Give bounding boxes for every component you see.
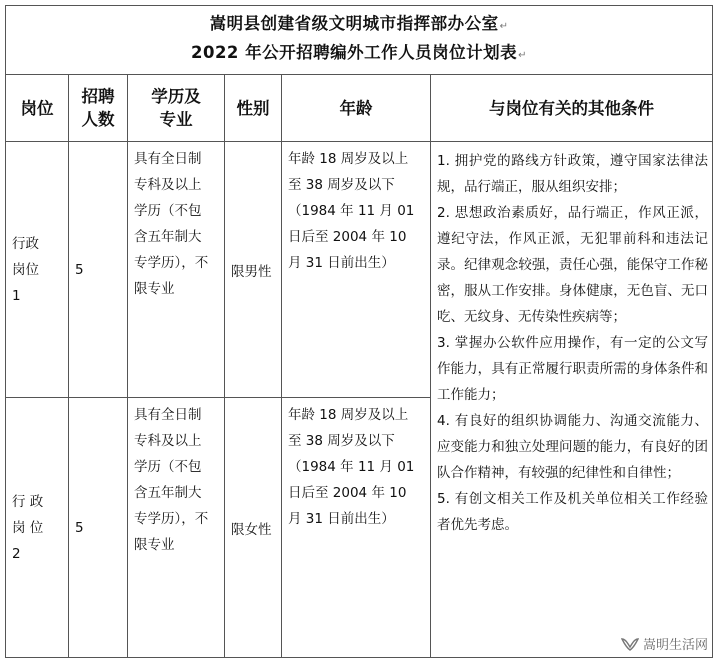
watermark-text: 嵩明生活网 — [642, 638, 708, 653]
education-cell: 具有全日制 专科及以上 学历（不包 含五年制大 专学历），不 限专业 — [128, 142, 225, 398]
education-cell: 具有全日制 专科及以上 学历（不包 含五年制大 专学历），不 限专业 — [128, 398, 225, 658]
return-mark: ↵ — [499, 21, 509, 32]
gender-cell: 限女性 — [225, 398, 282, 658]
count-cell: 5 — [69, 398, 128, 658]
position-plan-table — [5, 5, 713, 658]
conditions-cell — [431, 142, 713, 658]
position-cell: 行 政 岗 位 2 — [6, 398, 69, 658]
condition-item: 3. 掌握办公软件应用操作，有一定的公文写作能力，具有正常履行职责所需的身体条件和工作能力； — [437, 335, 709, 403]
position-cell: 行政 岗位 1 — [6, 142, 69, 398]
condition-item: 5. 有创文相关工作及机关单位相关工作经验者优先考虑。 — [437, 491, 709, 533]
header-education: 学历及 专业 — [128, 75, 225, 142]
return-mark: ↵ — [518, 50, 528, 61]
condition-item: 2. 思想政治素质好，品行端正，作风正派，遵纪守法，作风正派，无犯罪前科和违法记录。纪律观念较强，责任心强，能保守工作秘密，服从工作安排。身体健康，无色盲、无口吃、无纹身、无传染性疾病等； — [437, 205, 709, 325]
age-cell: 年龄 18 周岁及以上 至 38 周岁及以下 （1984 年 11 月 01 日后至 2004 年 10 月 31 日前出生） — [282, 398, 431, 658]
gender-cell: 限男性 — [225, 142, 282, 398]
table-title — [6, 6, 713, 75]
table-row — [6, 142, 713, 398]
wechat-channel-icon — [621, 636, 639, 652]
condition-item: 1. 拥护党的路线方针政策，遵守国家法律法规，品行端正，服从组织安排； — [437, 153, 709, 195]
header-gender: 性别 — [225, 75, 282, 142]
title-line-2: 2022 年公开招聘编外工作人员岗位计划表↵ — [190, 43, 528, 62]
document — [5, 5, 712, 657]
title-line-1: 嵩明县创建省级文明城市指挥部办公室↵ — [209, 14, 509, 33]
watermark — [619, 634, 710, 653]
header-age: 年龄 — [282, 75, 431, 142]
header-count: 招聘 人数 — [69, 75, 128, 142]
count-cell: 5 — [69, 142, 128, 398]
age-cell: 年龄 18 周岁及以上 至 38 周岁及以下 （1984 年 11 月 01 日后至 2004 年 10 月 31 日前出生） — [282, 142, 431, 398]
condition-item: 4. 有良好的组织协调能力、沟通交流能力、应变能力和独立处理问题的能力，有良好的团队合作精神，有较强的纪律性和自律性； — [437, 413, 709, 481]
header-position: 岗位 — [6, 75, 69, 142]
header-conditions: 与岗位有关的其他条件 — [431, 75, 713, 142]
